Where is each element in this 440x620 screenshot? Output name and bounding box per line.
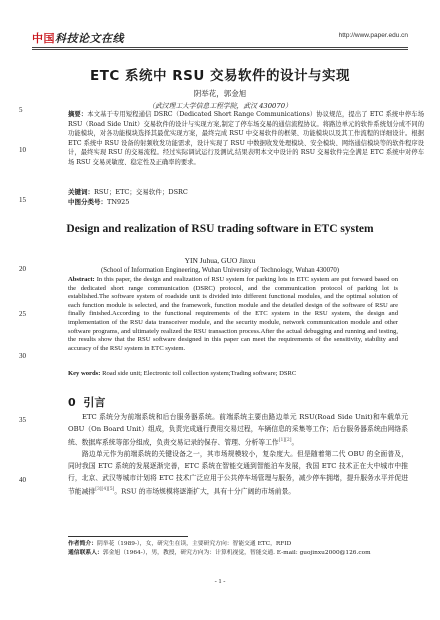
footnote-author-label: 作者简介： <box>68 541 97 547</box>
keywords-cn-label: 关键词： <box>68 188 94 196</box>
abstract-cn-label: 摘要： <box>68 111 88 118</box>
classification-cn <box>68 197 398 206</box>
section-title: 引言 <box>83 396 106 409</box>
line-number: 5 <box>19 106 23 114</box>
line-number: 10 <box>19 146 26 154</box>
intro-paragraph <box>68 449 408 498</box>
line-number: 40 <box>19 476 26 484</box>
intro-p1-text: ETC 系统分为前端系统和后台服务器系统。前端系统主要由路边单元 RSU(Road Side Unit)和车载单元 OBU（On Board Unit）组成，负责完成通行费用交易过程，车辆信息的采集等工作；后台服务器系统由网络系统、数据库系统等部分组成，负责交易记录的保存、管理、分析等工作 <box>68 413 408 447</box>
authors-cn: 阴举花，郭金旭 <box>193 89 247 98</box>
line-number: 35 <box>19 416 26 424</box>
abstract-en-label: Abstract: <box>68 276 95 283</box>
citation[interactable]: [1][2] <box>278 438 292 444</box>
site-logo[interactable]: 中国科技论文在线 <box>32 32 124 45</box>
keywords-en-label: Key words: <box>68 370 101 377</box>
line-number: 30 <box>19 352 26 360</box>
authors-en: YIN Juhua, GUO Jinxu <box>184 256 256 265</box>
section-number: 0 <box>68 396 76 409</box>
abstract-en-text: In this paper, the design and realization of RSU system for parking lots in ETC system are put forward based on the dedicated short range communication (DSRC) protocol, and the communication protocol of parking lot is established.The software system of roadside unit is divided into different functional modules, and the optimal solution of each function module is selected, and the framework, function module and the detailed design of the software of RSU are finally finished.According to the functional requirements of the ETC system in the RSU system, the design and implementation of the RSU data transceiver module, and the security module, network communication module and other software programs, and ultimately realized the RSU transaction process.After the actual debugging and running and testing, the results show that the RSU software designed in this paper can meet the requirements of the sensitivity, stability and accuracy of the RSU system in ETC system. <box>68 276 398 352</box>
intro-body <box>68 412 408 498</box>
footnote-contact <box>68 549 408 557</box>
paper-title-cn: ETC 系统中 RSU 交易软件的设计与实现 <box>89 68 351 84</box>
paper-title-en: Design and realization of RSU trading software in ETC system <box>66 223 374 235</box>
keywords-cn <box>68 187 398 196</box>
section-heading <box>68 394 105 410</box>
intro-p1-end: 。 <box>291 438 299 447</box>
abstract-cn-text: 本文基于专用短程通信 DSRC（Dedicated Short Range Communications）协议规范，提出了 ETC 系统中停车场 RSU（Road Side Unit）交易软件的设计与实现方案,制定了停车场交易的通信流程协议。将路边单元的软件系统划分成不同的功能模块，对各功能模块选择其最优实现方案，最终完成 RSU 中交易软件的框架、功能模块以及其工作流程的详细设计。根据 ETC 系统中 RSU 设备的射频收发功能需求，设计实现了 RSU 中数据收发处理模块、安全模块、网络通信模块等的软件程序设计，最终实现 RSU 的交易流程。经过实际调试运行及测试,结果表明本文中设计的 RSU 交易软件完全满足 ETC 系统中对停车场 RSU 交易灵敏度、稳定性及正确率的要求。 <box>68 111 425 166</box>
intro-paragraph <box>68 412 408 449</box>
classification-cn-label: 中图分类号： <box>68 198 107 206</box>
abstract-cn <box>68 110 424 167</box>
keywords-en-text: Road side unit; Electronic toll collection system;Trading software; DSRC <box>102 370 297 377</box>
affiliation-cn: （武汉理工大学信息工程学院，武汉 430070） <box>148 102 292 110</box>
header-divider <box>32 47 408 48</box>
footnote-author-bio <box>68 540 408 548</box>
page-header <box>32 30 408 46</box>
citation[interactable]: [3][4][5] <box>95 487 115 493</box>
keywords-cn-text: RSU；ETC；交易软件；DSRC <box>94 188 188 196</box>
affiliation-en: (School of Information Engineering, Wuhan University of Technology, Wuhan 430070) <box>100 267 340 274</box>
line-number: 20 <box>19 265 26 273</box>
footnote-author-text: 阴举花（1989-），女，研究生在读，主要研究方向：智能交通 ETC，RFID <box>97 541 292 547</box>
header-divider-thin <box>32 49 408 50</box>
keywords-en <box>68 370 408 377</box>
page-number: - 1 - <box>214 578 226 585</box>
classification-cn-text: TN925 <box>107 198 130 206</box>
footnote-contact-text: 郭金旭（1964-），男，教授，研究方向为：计算机视觉，智能交通. E-mail: guojinxu2000@126.com <box>102 550 371 556</box>
line-number: 15 <box>19 196 26 204</box>
abstract-en <box>68 276 398 353</box>
intro-p2-text: 路边单元作为前端系统的关键设备之一，其市场规模较小，复杂度大。但是随着第二代 OBU 的全面普及，同时我国 ETC 系统的发展逐渐完善，ETC 系统在智能交通到智能泊车发展，我国 ETC 技术正在大中城市中推行，北京、武汉等城市计划将 ETC 技术广泛应用于公共停车场管理与服务，减少停车拥堵，提升服务水平并促进节能减排 <box>68 450 408 496</box>
footnote-contact-label: 通信联系人： <box>68 550 103 556</box>
line-number: 25 <box>19 310 26 318</box>
intro-p2-end: 。RSU 的市场规模将逐渐扩大，具有十分广阔的市场前景。 <box>114 487 296 496</box>
site-url[interactable]: http://www.paper.edu.cn <box>338 32 408 39</box>
footnote-divider <box>68 536 188 537</box>
